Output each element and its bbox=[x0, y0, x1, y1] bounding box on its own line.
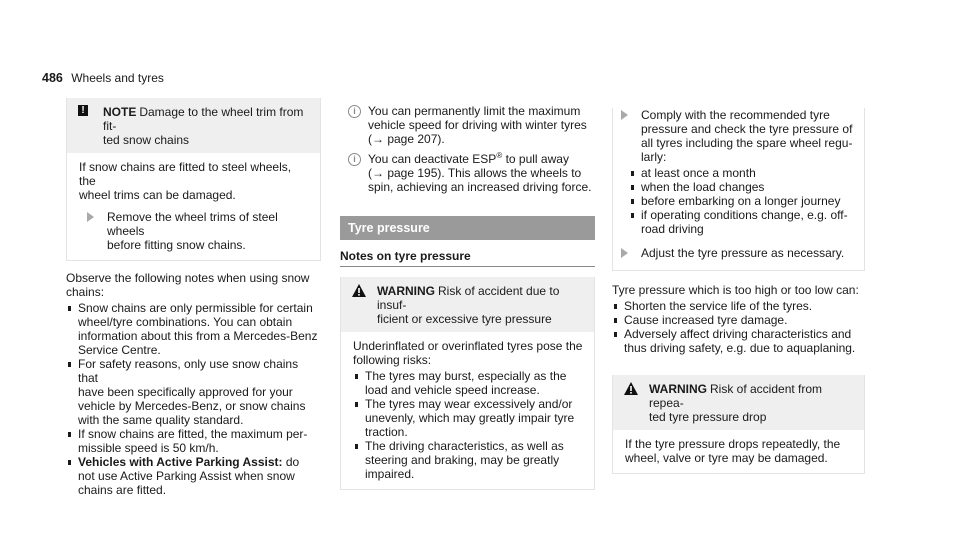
page-header bbox=[42, 71, 164, 85]
notice-box bbox=[66, 98, 321, 261]
notice-body: If snow chains are fitted to steel wheels, the wheel trims can be damaged. bbox=[79, 160, 292, 202]
snow-chains-intro: Observe the following notes when using snow chains: bbox=[66, 271, 310, 299]
column-1 bbox=[66, 98, 321, 497]
page-number: 486 bbox=[42, 71, 63, 85]
check-frequency-list bbox=[613, 166, 856, 236]
warning-title: Risk of accident due to insuf- ficient or excessive tyre pressure bbox=[377, 284, 560, 326]
list-item: The driving characteristics, as well as steering and braking, may be greatly impaired. bbox=[353, 439, 584, 481]
notice-label: NOTE bbox=[103, 105, 137, 119]
page-title: Wheels and tyres bbox=[71, 71, 164, 85]
action-arrow-icon bbox=[621, 110, 628, 120]
notice-header bbox=[67, 98, 320, 153]
pressure-effects-intro: Tyre pressure which is too high or too low can: bbox=[612, 283, 859, 297]
info-item bbox=[340, 104, 595, 146]
column-3 bbox=[612, 98, 865, 474]
column-2 bbox=[340, 104, 595, 490]
list-item: before embarking on a longer journey bbox=[629, 194, 856, 208]
list-item: at least once a month bbox=[629, 166, 856, 180]
list-item: The tyres may burst, especially as the load and vehicle speed increase. bbox=[353, 369, 584, 397]
warning-icon bbox=[624, 382, 638, 395]
list-item: Adversely affect driving characteristics and thus driving safety, e.g. due to aquaplaning. bbox=[612, 327, 865, 355]
list-item bbox=[66, 455, 321, 497]
info-text-speed-limit: You can permanently limit the maximum vehicle speed for driving with winter tyres (→ page 207). bbox=[368, 104, 587, 146]
notice-action bbox=[79, 210, 310, 252]
section-title: Tyre pressure bbox=[348, 221, 430, 235]
notice-title: Damage to the wheel trim from fit- ted snow chains bbox=[103, 105, 304, 147]
section-title-bar bbox=[340, 216, 595, 240]
action-comply-text: Comply with the recommended tyre pressure and check the tyre pressure of all tyres including the spare wheel regu- larly: bbox=[641, 108, 853, 164]
info-item bbox=[340, 152, 595, 194]
warning-header bbox=[613, 375, 864, 430]
list-item-rest: do not use Active Parking Assist when snow chains are fitted. bbox=[78, 455, 300, 497]
pressure-effects-list bbox=[612, 299, 865, 355]
list-item: For safety reasons, only use snow chains that have been specifically approved for your vehicle by Mercedes-Benz, or snow chains with the same quality standard. bbox=[66, 357, 321, 427]
info-text-esp-b: to pull away (→ page 195). This allows the wheels to spin, achieving an increased driving force. bbox=[368, 152, 592, 194]
info-text-esp-a: You can deactivate ESP bbox=[368, 152, 497, 166]
warning-header bbox=[341, 277, 594, 332]
notice-action-text: Remove the wheel trims of steel wheels before fitting snow chains. bbox=[107, 210, 278, 252]
list-item: Snow chains are only permissible for certain wheel/tyre combinations. You can obtain information about this from a Mercedes-Benz Service Centre. bbox=[66, 301, 321, 357]
warning-label: WARNING bbox=[649, 382, 707, 396]
subsection-title: Notes on tyre pressure bbox=[340, 249, 595, 267]
warning-body: Underinflated or overinflated tyres pose the following risks: bbox=[353, 339, 583, 367]
warning-box bbox=[340, 277, 595, 490]
warning-title: Risk of accident from repea- ted tyre pressure drop bbox=[649, 382, 823, 424]
warning-box bbox=[612, 375, 865, 474]
action-arrow-icon bbox=[621, 248, 628, 258]
action-adjust-text: Adjust the tyre pressure as necessary. bbox=[641, 246, 845, 260]
list-item: if operating conditions change, e.g. off- road driving bbox=[629, 208, 856, 236]
list-item-bold-lead: Vehicles with Active Parking Assist: bbox=[78, 455, 283, 469]
snow-chains-list bbox=[66, 301, 321, 497]
warning-body: If the tyre pressure drops repeatedly, the wheel, valve or tyre may be damaged. bbox=[625, 437, 841, 465]
warning-list bbox=[353, 369, 584, 481]
continued-warning-box bbox=[612, 108, 865, 271]
notice-icon: ! bbox=[78, 105, 88, 116]
info-icon: i bbox=[348, 153, 361, 166]
list-item: If snow chains are fitted, the maximum per- missible speed is 50 km/h. bbox=[66, 427, 321, 455]
action-item bbox=[613, 246, 856, 260]
list-item: Shorten the service life of the tyres. bbox=[612, 299, 865, 313]
warning-label: WARNING bbox=[377, 284, 435, 298]
list-item: Cause increased tyre damage. bbox=[612, 313, 865, 327]
list-item: when the load changes bbox=[629, 180, 856, 194]
info-icon: i bbox=[348, 105, 361, 118]
registered-mark: ® bbox=[496, 151, 503, 160]
warning-icon bbox=[352, 284, 366, 297]
list-item: The tyres may wear excessively and/or unevenly, which may greatly impair tyre traction. bbox=[353, 397, 584, 439]
action-arrow-icon bbox=[87, 212, 94, 222]
action-item bbox=[613, 108, 856, 164]
